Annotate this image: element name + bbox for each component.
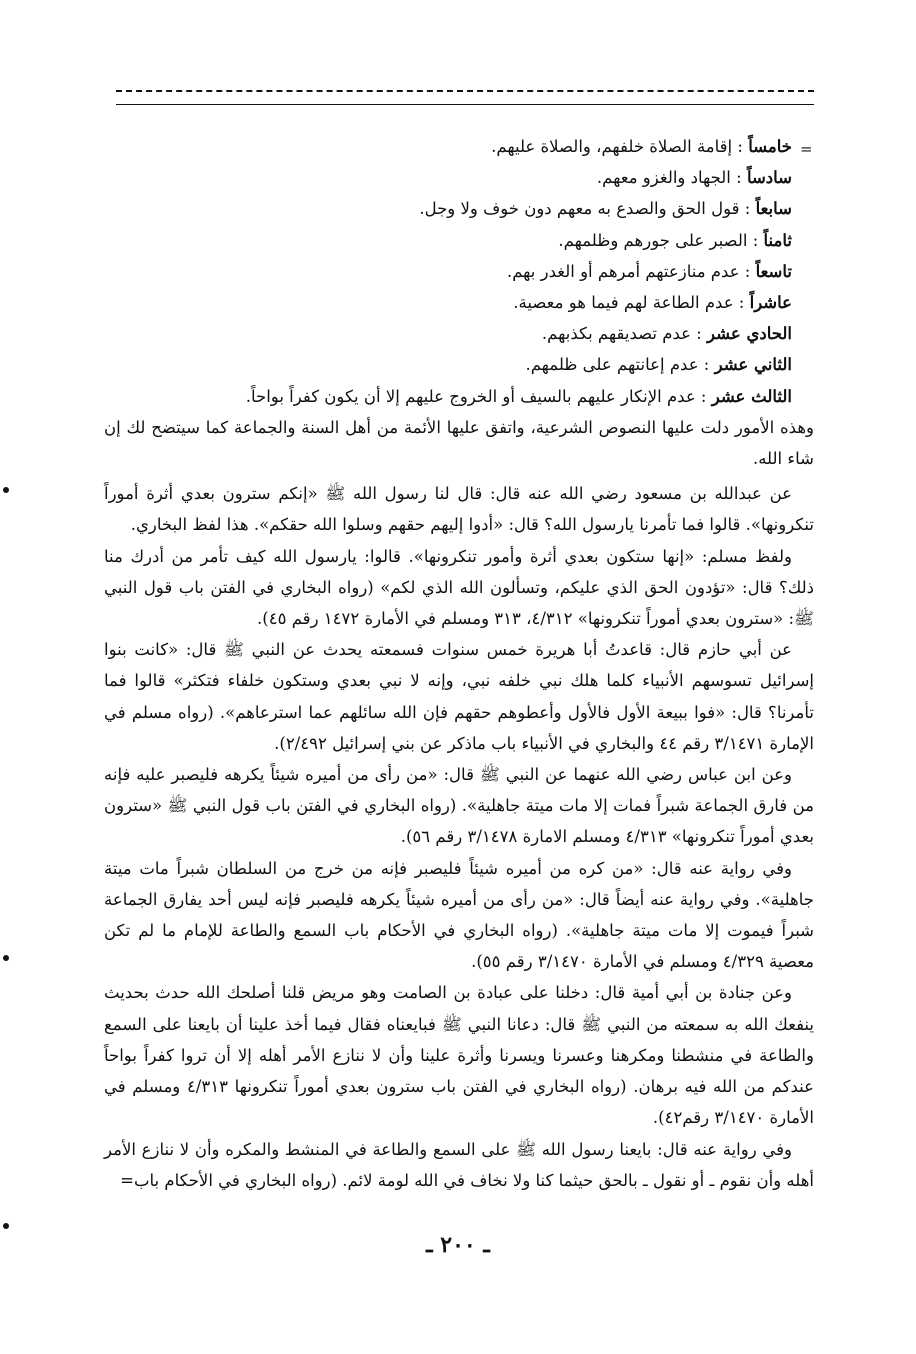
list-item-text: : عدم الطاعة لهم فيما هو معصية. (513, 293, 750, 313)
margin-dot (3, 487, 9, 493)
list-item-text: : قول الحق والصدع به معهم دون خوف ولا وجل. (419, 199, 756, 219)
list-item-text: : عدم منازعتهم أمرهم أو الغدر بهم. (506, 261, 756, 281)
summary-paragraph: وهذه الأمور دلت عليها النصوص الشرعية، واتفق عليها الأئمة من أهل السنة والجماعة كما سيتضح لك إن شاء الله. (104, 417, 814, 469)
solid-rule (116, 104, 814, 105)
list-item-label: الثاني عشر (714, 355, 792, 375)
list-item-label: عاشراً (749, 293, 792, 313)
continuation-mark: = (800, 140, 813, 158)
list-item (104, 318, 814, 349)
list-item-text: : الجهاد والغزو معهم. (596, 168, 747, 188)
list-item-label: تاسعاً (755, 261, 792, 281)
list-item (104, 287, 814, 318)
list-item-text: : عدم إعانتهم على ظلمهم. (525, 355, 715, 375)
list-item-label: الحادي عشر (707, 324, 792, 344)
hadith-paragraph: وفي رواية عنه قال: بايعنا رسول الله ﷺ على السمع والطاعة في المنشط والمكره وأن لا ننازع الأمر أهله وأن نقوم ـ أو نقول ـ بالحق حيثما كنا ولا نخاف في الله لومة لائم. (رواه البخاري في الأحكام باب= (104, 1139, 814, 1190)
list-item (104, 381, 814, 412)
list-item-label: سادساً (746, 168, 792, 188)
margin-dot (3, 955, 9, 961)
header-rules (116, 90, 814, 105)
list-item-text: : عدم الإنكار عليهم بالسيف أو الخروج عليهم إلا أن يكون كفراً بواحاً. (245, 386, 712, 406)
list-item (104, 225, 814, 256)
list-item-label: سابعاً (755, 199, 792, 219)
list-item (104, 193, 814, 224)
hadith-paragraph: وعن ابن عباس رضي الله عنهما عن النبي ﷺ قال: «من رأى من أميره شيئاً يكرهه فليصبر عليه فإنه من فارق الجماعة شبراً فمات إلا مات ميتة جاهلية». (رواه البخاري في الفتن باب قول النبي ﷺ «سترون بعدي أموراً تنكرونها» ٤/٣١٣ ومسلم الامارة ٣/١٤٧٨ رقم ٥٦). (104, 765, 814, 847)
hadith-paragraph: عن أبي حازم قال: قاعدتُ أبا هريرة خمس سنوات فسمعته يحدث عن النبي ﷺ قال: «كانت بنوا إسرائيل تسوسهم الأنبياء كلما هلك نبي خلفه نبي، وإنه لا نبي بعدي وستكون خلفاء فتكثر» قالوا فما تأمرنا؟ قال: «فوا ببيعة الأول فالأول وأعطوهم حقهم فإن الله سائلهم عما استرعاهم». (رواه مسلم في الإمارة ٣/١٤٧١ رقم ٤٤ والبخاري في الأنبياء باب ماذكر عن بني إسرائيل ٢/٤٩٢). (104, 640, 814, 753)
list-item (104, 162, 814, 193)
margin-dot (3, 1223, 9, 1229)
list-item-text: : الصبر على جورهم وظلمهم. (558, 230, 764, 250)
hadith-paragraph: عن عبدالله بن مسعود رضي الله عنه قال: قال لنا رسول الله ﷺ «إنكم سترون بعدي أثرة أموراً تنكرونها». قالوا فما تأمرنا يارسول الله؟ قال: «أدوا إليهم حقهم وسلوا الله حقكم». هذا لفظ البخاري. (104, 484, 814, 535)
list-item (104, 256, 814, 287)
list-item-text: : إقامة الصلاة خلفهم، والصلاة عليهم. (491, 137, 749, 156)
dashed-rule (116, 90, 814, 92)
list-item (104, 131, 814, 162)
hadith-paragraph: وعن جنادة بن أبي أمية قال: دخلنا على عبادة بن الصامت وهو مريض قلنا أصلحك الله حدث بحديث ينفعك الله به سمعته من النبي ﷺ قال: دعانا النبي ﷺ فبايعناه فقال فيما أخذ علينا أن بايعنا على السمع والطاعة في منشطنا ومكرهنا وعسرنا ويسرنا وأثرة علينا وأن لا ننازع الأمر أهله إلا أن تروا كفراً بواحاً عندكم من الله فيه برهان. (رواه البخاري في الفتن باب سترون بعدي أموراً تنكرونها ٤/٣١٣ ومسلم في الأمارة ٣/١٤٧٠ رقم٤٢). (104, 983, 814, 1128)
list-item-label: الثالث عشر (711, 386, 792, 406)
page-body (104, 131, 814, 1196)
list-item-label: خامساً (748, 137, 792, 156)
numbered-list (104, 131, 814, 412)
list-item-label: ثامناً (763, 230, 792, 250)
hadith-paragraph: وفي رواية عنه قال: «من كره من أميره شيئاً فليصبر فإنه من خرج من السلطان شبراً مات ميتة جاهلية». وفي رواية عنه أيضاً قال: «من رأى من أميره شيئاً يكرهه فليصبر فإنه ليس أحد يفارق الجماعة شبراً فيموت إلا مات ميتة جاهلية». (رواه البخاري في الأحكام باب السمع والطاعة للإمام ما لم تكن معصية ٤/٣٢٩ ومسلم في الأمارة ٣/١٤٧٠ رقم ٥٥). (104, 858, 814, 972)
list-item-text: : عدم تصديقهم بكذبهم. (541, 324, 708, 344)
page-number: ـ ٢٠٠ ـ (426, 1232, 490, 1258)
list-item (104, 349, 814, 380)
hadith-paragraph: ولفظ مسلم: «إنها ستكون بعدي أثرة وأمور تنكرونها». قالوا: يارسول الله كيف تأمر من أدرك منا ذلك؟ قال: «تؤدون الحق الذي عليكم، وتسألون الله الذي لكم» (رواه البخاري في الفتن باب قول النبي ﷺ: «سترون بعدي أموراً تنكرونها» ٤/٣١٢، ٣١٣ ومسلم في الأمارة ١٤٧٢ رقم ٤٥). (104, 546, 814, 629)
